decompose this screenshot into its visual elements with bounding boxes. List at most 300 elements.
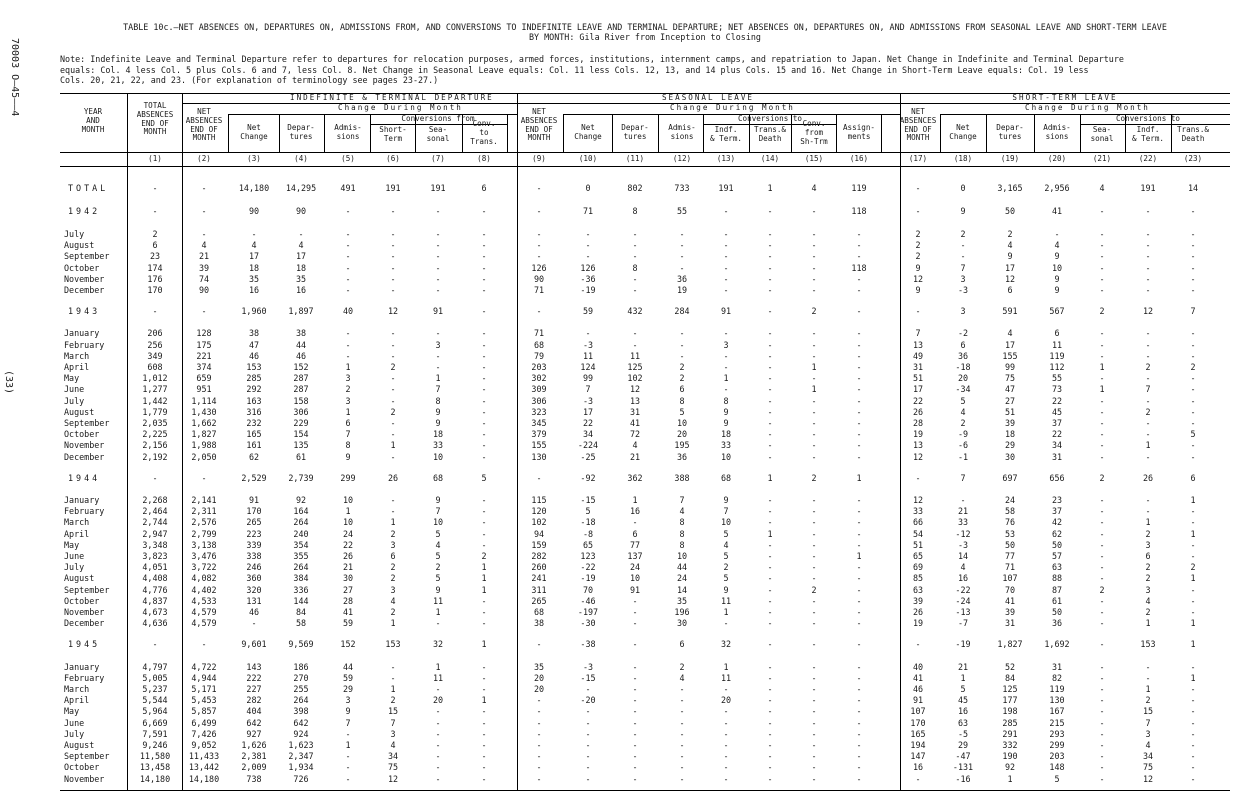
- table-cell: 7,426: [191, 728, 217, 739]
- row-label: September: [64, 584, 110, 595]
- row-label: June: [64, 384, 85, 395]
- table-cell: 196: [674, 607, 690, 617]
- table-cell: 2: [811, 584, 817, 595]
- table-cell: -: [679, 717, 685, 728]
- table-cell: 44: [676, 562, 688, 573]
- table-cell: -: [856, 672, 862, 683]
- table-cell: 33: [912, 506, 924, 517]
- table-cell: -: [1099, 672, 1105, 683]
- table-cell: -: [723, 762, 729, 773]
- table-cell: -: [1099, 429, 1105, 440]
- table-cell: 99: [582, 373, 594, 384]
- table-row: [60, 328, 1230, 339]
- table-cell: 22: [1051, 395, 1063, 406]
- table-cell: -: [811, 262, 817, 273]
- table-row: [60, 762, 1230, 773]
- header-col-3: Net Change: [240, 123, 268, 141]
- table-cell: 33: [957, 517, 969, 528]
- table-cell: -: [856, 451, 862, 462]
- column-number: (10): [578, 154, 598, 163]
- table-cell: -: [723, 229, 729, 239]
- table-cell: -: [1099, 728, 1105, 739]
- table-cell: 4: [811, 183, 817, 193]
- table-cell: -: [1190, 717, 1196, 728]
- table-cell: 2: [679, 373, 685, 384]
- table-cell: 17: [912, 384, 924, 395]
- row-label: January: [64, 661, 100, 672]
- table-cell: -: [1190, 406, 1196, 417]
- table-cell: -: [345, 240, 351, 251]
- row-label: July: [64, 229, 85, 239]
- table-cell: -: [390, 262, 396, 273]
- table-cell: 191: [1140, 183, 1156, 193]
- table-cell: -: [481, 418, 487, 428]
- table-cell: 323: [531, 406, 547, 417]
- table-cell: -: [679, 740, 685, 750]
- table-cell: 152: [293, 362, 309, 372]
- row-label: November: [64, 773, 105, 784]
- table-row: [60, 706, 1230, 717]
- column-number: (13): [716, 154, 736, 163]
- table-cell: 90: [295, 206, 307, 216]
- table-cell: -: [723, 773, 729, 784]
- table-cell: 120: [531, 506, 547, 517]
- table-cell: 9: [723, 584, 729, 595]
- row-label: February: [64, 672, 105, 683]
- table-cell: -: [856, 639, 862, 650]
- table-cell: -: [767, 551, 773, 561]
- table-cell: 1: [1099, 384, 1105, 395]
- table-cell: 31: [1051, 451, 1063, 462]
- table-cell: 9: [723, 406, 729, 417]
- table-cell: -: [1099, 528, 1105, 539]
- table-cell: -: [811, 595, 817, 606]
- header-col-20: Admis- sions: [1043, 123, 1071, 141]
- table-cell: -: [585, 762, 591, 773]
- table-cell: -46: [580, 595, 596, 606]
- row-label: December: [64, 618, 105, 629]
- table-cell: -: [679, 706, 685, 717]
- table-cell: -: [1145, 451, 1151, 462]
- table-cell: -: [856, 285, 862, 295]
- header-col-16: Assign- ments: [842, 123, 875, 141]
- table-cell: 46: [248, 607, 260, 617]
- table-cell: -: [1099, 773, 1105, 784]
- table-cell: 1: [435, 607, 441, 617]
- table-cell: -: [767, 595, 773, 606]
- table-cell: 5,237: [142, 684, 168, 694]
- table-cell: 316: [246, 406, 262, 417]
- table-cell: -: [723, 384, 729, 395]
- table-cell: 5: [1190, 429, 1196, 440]
- table-cell: -: [856, 240, 862, 251]
- table-cell: -: [1145, 328, 1151, 339]
- table-cell: 17: [295, 251, 307, 262]
- column-number: (2): [197, 154, 211, 163]
- table-cell: 62: [248, 451, 260, 462]
- table-cell: 8: [723, 395, 729, 406]
- table-cell: 1: [390, 684, 396, 694]
- table-row: [60, 229, 1230, 240]
- table-cell: 7: [723, 506, 729, 517]
- table-row: [60, 251, 1230, 262]
- table-cell: 76: [1004, 517, 1016, 528]
- table-cell: -: [536, 695, 542, 706]
- table-cell: 2: [435, 562, 441, 573]
- header-year-and-month: YEAR AND MONTH: [81, 107, 105, 134]
- table-cell: 5: [679, 406, 685, 417]
- table-cell: -: [767, 661, 773, 672]
- table-cell: -: [679, 229, 685, 239]
- table-cell: -: [1099, 607, 1105, 617]
- table-cell: 46: [295, 350, 307, 361]
- table-cell: 2: [390, 562, 396, 573]
- table-cell: 3,823: [142, 551, 168, 561]
- table-cell: -: [1145, 350, 1151, 361]
- table-cell: 1,114: [191, 395, 217, 406]
- table-cell: 35: [248, 273, 260, 284]
- table-cell: 34: [1051, 440, 1063, 451]
- table-cell: -: [152, 206, 158, 216]
- table-cell: 58: [295, 618, 307, 629]
- table-cell: 20: [720, 695, 732, 706]
- table-cell: 22: [912, 395, 924, 406]
- table-cell: 5: [585, 506, 591, 517]
- table-cell: -: [632, 607, 638, 617]
- table-cell: -: [632, 285, 638, 295]
- table-cell: 591: [1002, 306, 1018, 317]
- table-cell: -: [1099, 740, 1105, 750]
- table-cell: 21: [957, 506, 969, 517]
- table-cell: 71: [1004, 562, 1016, 573]
- table-cell: 130: [531, 451, 547, 462]
- table-cell: -: [856, 429, 862, 440]
- table-cell: -: [811, 506, 817, 517]
- table-cell: 10: [1051, 262, 1063, 273]
- table-cell: 24: [342, 528, 354, 539]
- table-cell: 2: [1145, 695, 1151, 706]
- table-cell: -: [1099, 551, 1105, 561]
- table-cell: 6: [152, 240, 158, 251]
- table-cell: 74: [198, 273, 210, 284]
- table-cell: 23: [1051, 495, 1063, 505]
- table-cell: -: [1145, 339, 1151, 350]
- table-cell: 4,722: [191, 661, 217, 672]
- table-cell: 39: [1004, 418, 1016, 428]
- table-cell: 2: [345, 384, 351, 395]
- table-cell: -197: [577, 607, 599, 617]
- table-cell: 191: [718, 183, 734, 193]
- table-cell: 336: [293, 584, 309, 595]
- table-cell: 697: [1002, 472, 1018, 483]
- table-cell: 2,050: [191, 451, 217, 462]
- table-cell: 118: [851, 262, 867, 273]
- table-cell: 167: [1049, 706, 1065, 717]
- table-cell: -16: [955, 773, 971, 784]
- table-cell: 1: [345, 506, 351, 517]
- table-cell: 26: [1142, 472, 1154, 483]
- table-cell: 50: [1051, 539, 1063, 550]
- row-label: October: [64, 429, 100, 440]
- table-cell: 2,799: [191, 528, 217, 539]
- table-cell: -: [856, 773, 862, 784]
- table-cell: 12: [1142, 306, 1154, 317]
- table-title: [60, 22, 1230, 42]
- table-cell: -: [856, 406, 862, 417]
- table-cell: -: [856, 607, 862, 617]
- table-cell: -: [1190, 595, 1196, 606]
- table-cell: -: [585, 728, 591, 739]
- table-cell: -: [345, 251, 351, 262]
- table-row: [60, 607, 1230, 618]
- table-cell: -: [390, 285, 396, 295]
- table-cell: -: [435, 229, 441, 239]
- table-cell: -: [811, 607, 817, 617]
- table-cell: -: [481, 762, 487, 773]
- row-label: October: [64, 262, 100, 273]
- table-cell: 63: [912, 584, 924, 595]
- table-cell: 18: [720, 429, 732, 440]
- table-cell: -: [1099, 285, 1105, 295]
- table-cell: -: [767, 618, 773, 629]
- table-cell: 2: [390, 362, 396, 372]
- table-cell: -: [1190, 517, 1196, 528]
- table-cell: 6,499: [191, 717, 217, 728]
- table-cell: -: [481, 373, 487, 384]
- table-cell: -: [856, 418, 862, 428]
- table-cell: -: [811, 762, 817, 773]
- table-cell: -: [390, 495, 396, 505]
- summary-row: [60, 473, 1230, 484]
- table-cell: 2,311: [191, 506, 217, 517]
- table-cell: 362: [627, 472, 643, 483]
- table-cell: 4: [390, 595, 396, 606]
- table-cell: -: [1190, 684, 1196, 694]
- table-cell: 27: [342, 584, 354, 595]
- table-cell: 12: [387, 306, 399, 317]
- table-cell: 46: [248, 350, 260, 361]
- row-label: 1943: [68, 306, 101, 317]
- table-cell: 299: [340, 472, 356, 483]
- table-cell: 1: [960, 672, 966, 683]
- table-cell: 13: [912, 339, 924, 350]
- table-cell: -: [435, 684, 441, 694]
- table-cell: 241: [531, 573, 547, 584]
- table-cell: 2: [679, 661, 685, 672]
- table-cell: 9: [435, 495, 441, 505]
- row-label: May: [64, 539, 80, 550]
- table-cell: -: [345, 273, 351, 284]
- table-cell: 59: [342, 618, 354, 629]
- table-cell: -: [390, 384, 396, 395]
- table-cell: -: [767, 495, 773, 505]
- table-cell: -: [481, 406, 487, 417]
- table-cell: -25: [580, 451, 596, 462]
- table-cell: -: [1099, 539, 1105, 550]
- table-cell: -: [767, 740, 773, 750]
- table-cell: -: [1145, 229, 1151, 239]
- row-label: February: [64, 339, 105, 350]
- table-cell: -: [481, 672, 487, 683]
- table-cell: -: [767, 273, 773, 284]
- table-cell: -: [481, 706, 487, 717]
- table-cell: 107: [910, 706, 926, 717]
- table-row: [60, 517, 1230, 528]
- table-cell: 7: [960, 262, 966, 273]
- table-cell: -8: [582, 528, 594, 539]
- table-cell: 38: [533, 618, 545, 629]
- table-cell: 726: [293, 773, 309, 784]
- table-cell: 14,180: [139, 773, 171, 784]
- table-cell: 190: [1002, 751, 1018, 762]
- table-cell: 306: [293, 406, 309, 417]
- table-cell: 1: [481, 639, 487, 650]
- table-cell: -: [811, 418, 817, 428]
- table-cell: -: [767, 506, 773, 517]
- side-margin-code: 70003 O—45——4: [9, 38, 20, 117]
- table-cell: 4,402: [191, 584, 217, 595]
- table-cell: 59: [582, 306, 594, 317]
- table-cell: -: [481, 517, 487, 528]
- table-cell: 35: [533, 661, 545, 672]
- table-cell: 1: [1145, 440, 1151, 451]
- table-cell: 1: [856, 472, 862, 483]
- table-cell: 84: [295, 607, 307, 617]
- column-number: (19): [1000, 154, 1020, 163]
- table-cell: 1: [345, 362, 351, 372]
- table-cell: 75: [1004, 373, 1016, 384]
- table-cell: -: [201, 306, 207, 317]
- table-cell: 2,744: [142, 517, 168, 528]
- table-cell: -: [1190, 384, 1196, 395]
- change-during-month-short-term: Change During Month: [1025, 103, 1150, 112]
- table-cell: -: [856, 517, 862, 528]
- table-cell: -: [632, 251, 638, 262]
- table-cell: -20: [580, 695, 596, 706]
- row-label: December: [64, 451, 105, 462]
- table-cell: -: [345, 328, 351, 339]
- table-cell: -: [856, 440, 862, 451]
- table-cell: 42: [1051, 517, 1063, 528]
- table-cell: 1,692: [1044, 639, 1070, 650]
- table-cell: -: [856, 384, 862, 395]
- table-cell: 198: [1002, 706, 1018, 717]
- table-cell: -: [1145, 661, 1151, 672]
- conversions-from-header: Conversions from: [401, 114, 475, 123]
- table-cell: -: [585, 706, 591, 717]
- table-cell: 221: [196, 350, 212, 361]
- table-cell: 68: [432, 472, 444, 483]
- table-cell: 4,776: [142, 584, 168, 595]
- table-cell: 58: [1004, 506, 1016, 517]
- table-cell: -224: [577, 440, 599, 451]
- col-number-rule: [60, 166, 1230, 167]
- table-cell: 68: [720, 472, 732, 483]
- row-label: November: [64, 273, 105, 284]
- table-cell: -: [767, 672, 773, 683]
- table-cell: 91: [248, 495, 260, 505]
- table-cell: 1,442: [142, 395, 168, 406]
- table-cell: -: [856, 562, 862, 573]
- table-cell: -: [201, 229, 207, 239]
- table-cell: 50: [1004, 206, 1016, 216]
- table-cell: 1: [767, 528, 773, 539]
- table-cell: -19: [580, 573, 596, 584]
- table-row: [60, 274, 1230, 285]
- table-cell: 9: [1054, 251, 1060, 262]
- table-cell: 17: [248, 251, 260, 262]
- row-label: July: [64, 728, 85, 739]
- table-cell: 1,626: [241, 740, 267, 750]
- table-cell: 9: [1007, 251, 1013, 262]
- table-cell: 388: [674, 472, 690, 483]
- row-label: August: [64, 740, 95, 750]
- table-cell: 10: [342, 495, 354, 505]
- table-cell: 270: [293, 672, 309, 683]
- table-cell: 6,669: [142, 717, 168, 728]
- table-cell: 68: [533, 339, 545, 350]
- table-cell: -: [723, 717, 729, 728]
- table-cell: 1: [811, 384, 817, 395]
- table-cell: -: [481, 506, 487, 517]
- table-cell: -: [679, 728, 685, 739]
- table-cell: -: [767, 684, 773, 694]
- table-cell: 26: [342, 551, 354, 561]
- column-number: (15): [804, 154, 824, 163]
- table-cell: 260: [531, 562, 547, 573]
- table-cell: -: [345, 350, 351, 361]
- table-cell: -: [585, 328, 591, 339]
- table-cell: -: [390, 373, 396, 384]
- table-row: [60, 240, 1230, 251]
- table-cell: 227: [246, 684, 262, 694]
- table-cell: 2: [1145, 406, 1151, 417]
- table-cell: -1: [957, 451, 969, 462]
- table-cell: -: [767, 728, 773, 739]
- table-cell: -: [390, 229, 396, 239]
- table-cell: 3: [390, 728, 396, 739]
- table-cell: -: [536, 762, 542, 773]
- table-cell: 2,381: [241, 751, 267, 762]
- table-cell: -: [1099, 395, 1105, 406]
- table-cell: 131: [246, 595, 262, 606]
- header-col-14: Trans.& Death: [753, 125, 786, 143]
- change-during-month-seasonal: Change During Month: [670, 103, 795, 112]
- table-cell: -: [767, 562, 773, 573]
- table-cell: -19: [580, 285, 596, 295]
- table-cell: 8: [345, 440, 351, 451]
- table-cell: 2,192: [142, 451, 168, 462]
- table-cell: -: [767, 751, 773, 762]
- table-cell: -: [152, 639, 158, 650]
- table-cell: -: [481, 595, 487, 606]
- table-cell: -: [481, 306, 487, 317]
- table-cell: 4: [679, 506, 685, 517]
- table-cell: 55: [676, 206, 688, 216]
- table-cell: -: [856, 618, 862, 629]
- table-cell: -: [481, 717, 487, 728]
- table-cell: -: [1099, 695, 1105, 706]
- table-cell: -: [767, 418, 773, 428]
- table-cell: 119: [1049, 684, 1065, 694]
- table-row: [60, 407, 1230, 418]
- table-cell: 1: [723, 607, 729, 617]
- table-cell: -: [435, 240, 441, 251]
- table-cell: 70: [1004, 584, 1016, 595]
- table-cell: -18: [580, 517, 596, 528]
- table-cell: 29: [1004, 440, 1016, 451]
- table-cell: -: [345, 751, 351, 762]
